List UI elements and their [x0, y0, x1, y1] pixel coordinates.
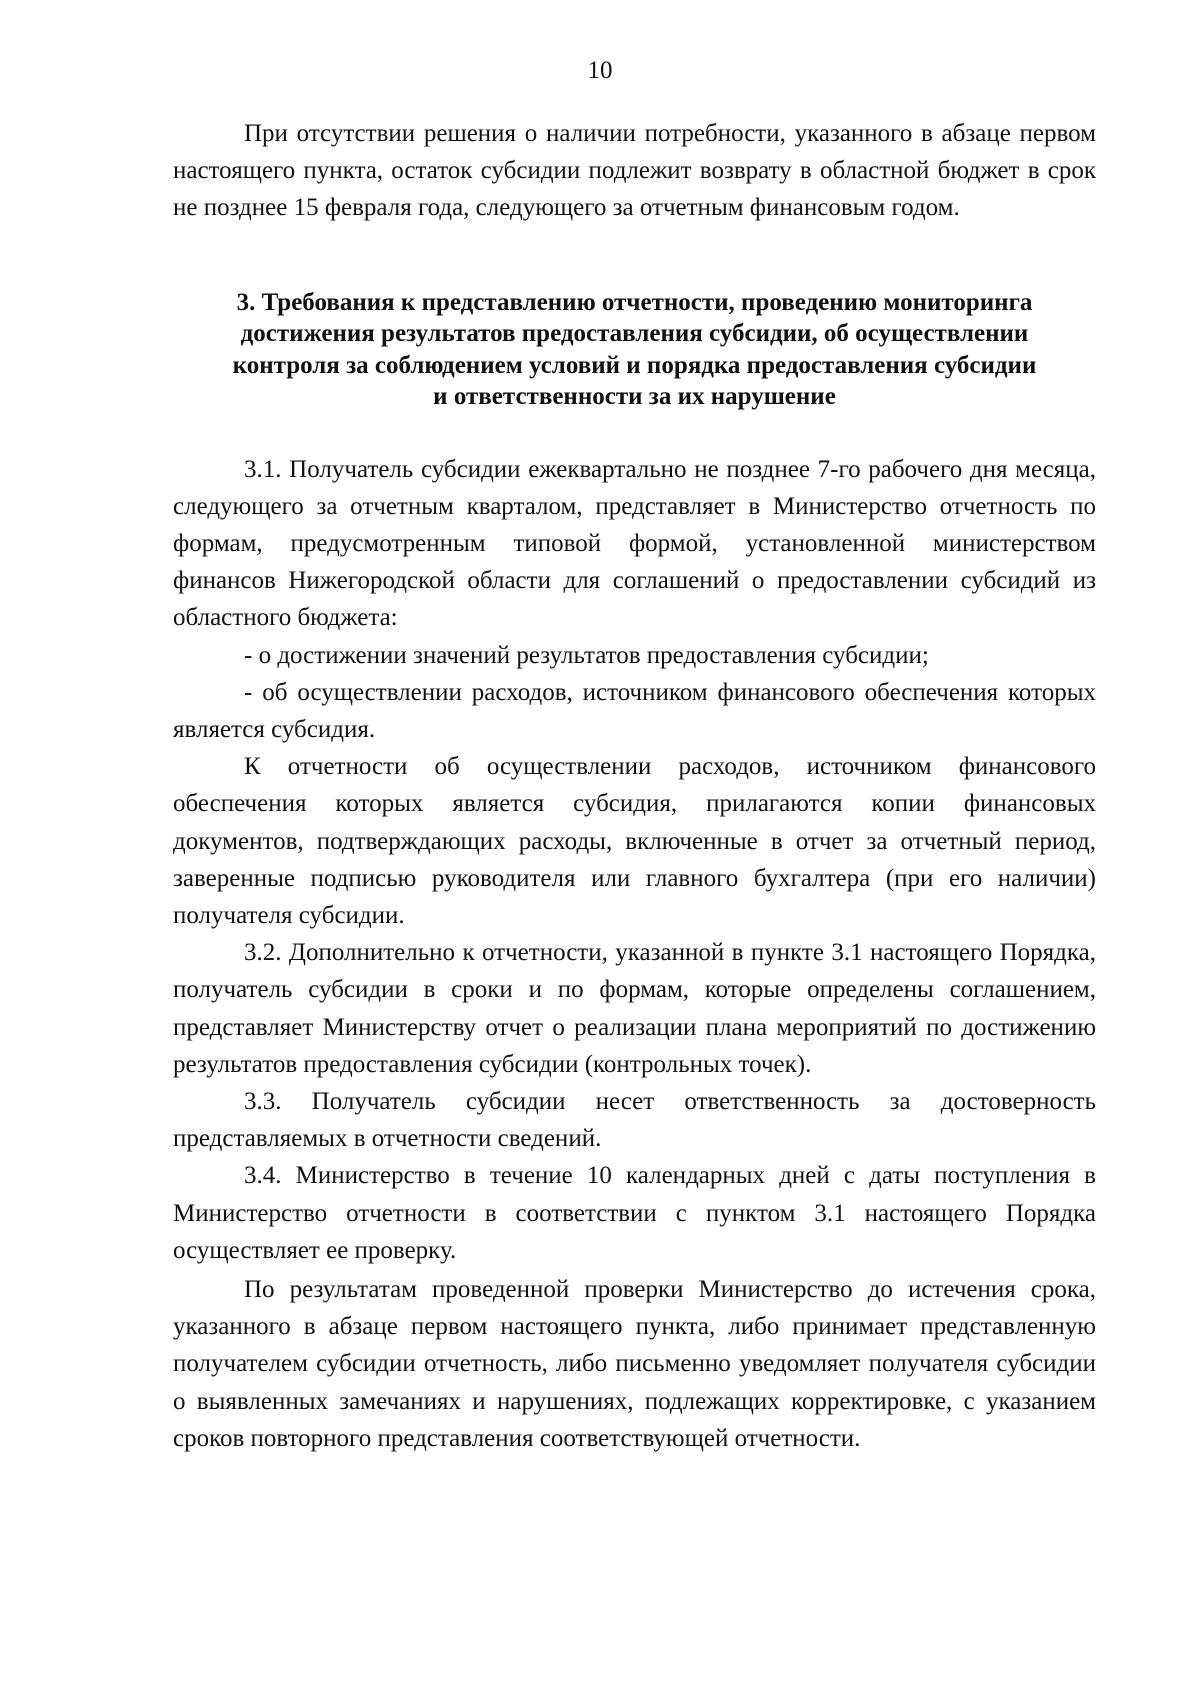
paragraph-3-3: 3.3. Получатель субсидии несет ответственность за достоверность представляемых в отчетности сведений. [173, 1088, 1096, 1153]
paragraph-reports-attachments: К отчетности об осуществлении расходов, источником финансового обеспечения которых является субсидия, прилагаются копии финансовых документов, подтверждающих расходы, включенные в отчет за отчетный период, заверенные подписью руководителя или главного бухгалтера (при его наличии) получателя субсидии. [173, 753, 1096, 930]
section-heading [173, 287, 1096, 413]
paragraph-3-1: 3.1. Получатель субсидии ежеквартально не позднее 7-го рабочего дня месяца, следующего за отчетным кварталом, представляет в Министерство отчетность по формам, предусмотренным типовой формой, установленной министерством финансов Нижегородской области для соглашений о предоставлении субсидий из областного бюджета: [173, 455, 1096, 632]
page-number: 10 [587, 57, 613, 84]
paragraph-3-2: 3.2. Дополнительно к отчетности, указанной в пункте 3.1 настоящего Порядка, получатель субсидии в сроки и по формам, которые определены соглашением, представляет Министерству отчет о реализации плана мероприятий по достижению результатов предоставления субсидии (контрольных точек). [173, 939, 1096, 1078]
section-heading-line: достижения результатов предоставления субсидии, об осуществлении [240, 320, 1029, 348]
section-heading-line: контроля за соблюдением условий и порядка предоставления субсидии [232, 351, 1037, 379]
intro-paragraph: При отсутствии решения о наличии потребности, указанного в абзаце первом настоящего пункта, остаток субсидии подлежит возврату в областной бюджет в срок не позднее 15 февраля года, следующего за отчетным финансовым годом. [173, 120, 1096, 222]
list-item-expenses: - об осуществлении расходов, источником финансового обеспечения которых является субсидия. [173, 678, 1096, 744]
section-heading-line: 3. Требования к представлению отчетности, проведению мониторинга [236, 288, 1033, 316]
section-heading-line: и ответственности за их нарушение [433, 383, 836, 411]
document-body [173, 115, 1096, 1457]
list-item-results: - о достижении значений результатов предоставления субсидии; [244, 641, 929, 669]
paragraph-3-4: 3.4. Министерство в течение 10 календарных дней с даты поступления в Министерство отчетности в соответствии с пунктом 3.1 настоящего Порядка осуществляет ее проверку. [173, 1162, 1096, 1264]
paragraph-check-results: По результатам проведенной проверки Министерство до истечения срока, указанного в абзаце первом настоящего пункта, либо принимает представленную получателем субсидии отчетность, либо письменно уведомляет получателя субсидии о выявленных замечаниях и нарушениях, подлежащих корректировке, с указанием сроков повторного представления соответствующей отчетности. [173, 1276, 1096, 1452]
